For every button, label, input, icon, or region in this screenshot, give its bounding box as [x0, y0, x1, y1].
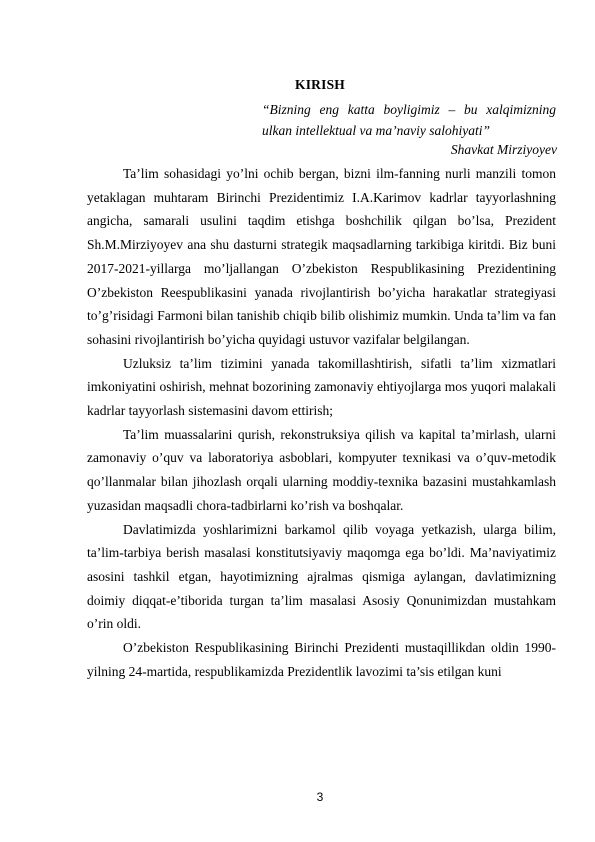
body-text: [87, 162, 556, 683]
paragraph: Davlatimizda yoshlarimizni barkamol qilib voyaga yetkazish, ularga bilim, ta’lim-tarbiya berish masalasi konstitutsiyaviy maqomga ega bo’ldi. Ma’naviyatimiz asosini tashkil etgan, hayotimizning ajralmas qismiga aylangan, davlatimizning doimiy diqqat-e’tiborida turgan ta’lim masalasi Asosiy Qonunimizdan mustahkam o’rin oldi.: [87, 521, 556, 632]
paragraph: Uzluksiz ta’lim tizimini yanada takomillashtirish, sifatli ta’lim xizmatlari imkoniyatini oshirish, mehnat bozorining zamonaviy ehtiyojlarga mos yuqori malakali kadrlar tayyorlash sistemasini davom ettirish;: [87, 355, 556, 419]
paragraph: Ta’lim muassalarini qurish, rekonstruksiya qilish va kapital ta’mirlash, ularni zamonaviy o’quv va laboratoriya asboblari, kompyuter texnikasi va o’quv-metodik qo’llanmalar bilan jihozlash orqali ularning moddiy-texnika bazasini mustahkamlash yuzasidan maqsadli chora-tadbirlarni ko’rish va boshqalar.: [87, 426, 556, 513]
paragraph: Ta’lim sohasidagi yo’lni ochib bergan, bizni ilm-fanning nurli manzili tomon yetaklagan muhtaram Birinchi Prezidentimiz I.A.Karimov kadrlar tayyorlashning angicha, samarali usulini taqdim etishga boshchilik qilgan bo’lsa, Prezident Sh.M.Mirziyoyev ana shu dasturni strategik maqsadlarning tarkibiga kiritdi. Biz buni 2017-2021-yillarga mo’ljallangan O’zbekiston Respublikasining Prezidentining O’zbekiston Reespublikasini yanada rivojlantirish bo’yicha harakatlar strategiyasi to’g’risidagi Farmoni bilan tanishib chiqib bilib olishimiz mumkin. Unda ta’lim va fan sohasini rivojlantirish bo’yicha quyidagi ustuvor vazifalar belgilangan.: [87, 166, 556, 347]
paragraph: O’zbekiston Respublikasining Birinchi Prezidenti mustaqillikdan oldin 1990-yilning 24-martida, respublikamizda Prezidentlik lavozimi ta’sis etilgan kuni: [87, 640, 556, 679]
epigraph-line-2: ulkan intellektual va ma’naviy salohiyati”: [262, 123, 490, 138]
section-heading: KIRISH: [295, 77, 345, 92]
epigraph-author: Shavkat Mirziyoyev: [450, 142, 557, 157]
epigraph-line-1: “Bizning eng katta boyligimiz – bu xalqimizning: [262, 102, 556, 117]
page-number: 3: [316, 790, 324, 804]
epigraph: [262, 99, 556, 141]
